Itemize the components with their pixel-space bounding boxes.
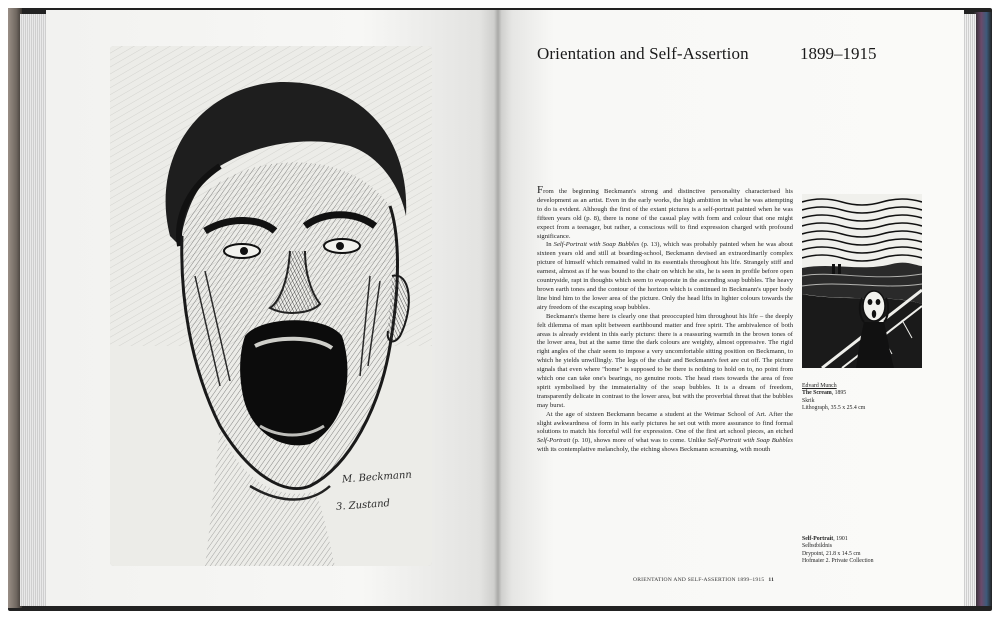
etching-state-inscription: 3. Zustand [335, 498, 391, 513]
caption-1-title: The Scream [802, 390, 832, 397]
caption-2-medium: Drypoint, 21.8 x 14.5 cm [802, 550, 861, 557]
paragraph-3-text: Beckmann's theme here is clearly one that preoccupied him throughout his life – the deeply felt dilemma of man split between earthbound matter and free spirit. The ambivalence of both areas is already evident in this early picture: there is a reassuring warmth in the brown tones of the lower area, but at the same time the dark colours are weighty, almost oppressive. The rigid right angles of the chair seem to impose a very uncomfortable sitting position on Beckmann, to which he yields unwillingly. The legs of the chair and Beckmann's feet are cut off. The picture signals that even where "home" is supposed to be there is nothing to hold on to, no point from which one can take one's bearings, no genuine roots. The head rises towards the area of free spirit symbolised by the immateriality of the soap bubbles. It is a dream of freedom, transparently delicate in contrast to the lower area, but with the proverbial threat that the bubbles may burst. [537, 312, 793, 409]
paragraph-1-text: rom the beginning Beckmann's strong and distinctive personality characterised his development as an artist. Even in the early works, the high ambition in what he was attempting to do is evident. Although the first of the extant pictures is a self-portrait painted when he was fifteen years old (p. 8), there is none of the casual play with form and colour that one might expect from a teenager, but rather, a conscious will to find expression charged with profound significance. [537, 188, 793, 240]
running-head: ORIENTATION AND SELF-ASSERTION 1899–1915 [633, 577, 765, 583]
caption-2-title-line [802, 536, 952, 543]
etching-artwork [110, 46, 432, 566]
book-gutter [494, 10, 502, 606]
caption-self-portrait [802, 536, 952, 566]
paragraph-4 [537, 411, 793, 456]
paragraph-2-text-cont: (p. 13), which was probably painted when he was about sixteen years old and still at boarding-school, Beckmann devised an extraordinarily complex picture of himself which remained valid in its essentials throughout his life. Strangely stiff and earnest, almost as if he was bound to the chair on which he sits, he is seen in profile before open countryside, rapt in thoughts which seem to evaporate in the ascending soap bubbles. The heavy brown earth tones and the contour of the horizon which is continued in Beckmann's upper body line bind him to the lower area of the picture. Only the head lifts in lighter colours towards the airy freedom of the escaping soap bubbles. [537, 241, 793, 311]
drop-cap: F [537, 184, 544, 196]
paragraph-4-text-mid: (p. 10), shows more of what was to come. Unlike [570, 437, 708, 445]
page-number: 11 [768, 577, 775, 583]
paragraph-2-title: Self-Portrait with Soap Bubbles [553, 241, 640, 249]
caption-2-subtitle: Selbstbildnis [802, 543, 832, 550]
caption-2-title: Self-Portrait [802, 536, 834, 542]
the-scream-image [802, 194, 922, 368]
caption-1-subtitle: Skrik [802, 397, 815, 404]
self-portrait-etching [110, 46, 432, 566]
body-text [537, 186, 793, 455]
paragraph-2-text: In [546, 241, 554, 249]
paragraph-4-text-end: with its contemplative melancholy, the etching shows Beckmann screaming, with mouth [537, 446, 771, 454]
page-stack-right [962, 14, 976, 606]
paragraph-1 [537, 186, 793, 241]
caption-1-medium: Lithograph, 35.5 x 25.4 cm [802, 405, 866, 412]
the-scream-artwork [802, 194, 922, 368]
caption-2-collection: Hofmaier 2. Private Collection [802, 558, 874, 565]
caption-1-year: , 1895 [831, 390, 847, 397]
paragraph-2 [537, 241, 793, 312]
caption-2-year: , 1901 [833, 536, 848, 542]
paragraph-4-title-1: Self-Portrait [537, 437, 571, 445]
caption-1-title-line [802, 390, 942, 397]
cover-edge-right [974, 12, 992, 606]
caption-1-artist: Edvard Munch [802, 383, 837, 389]
paragraph-4-title-2: Self-Portrait with Soap Bubbles [707, 437, 793, 445]
etching-signature: M. Beckmann [341, 469, 413, 486]
paragraph-3 [537, 313, 793, 411]
paragraph-4-text: At the age of sixteen Beckmann became a student at the Weimar School of Art. After the slight awkwardness of form in his early pictures he set out with more assurance to find formal solutions to match his forceful will for expression. One of the first art school pieces, an etched [537, 410, 793, 436]
chapter-title: Orientation and Self-Assertion [537, 44, 749, 63]
caption-the-scream [802, 383, 942, 413]
running-footer [633, 577, 774, 583]
chapter-years: 1899–1915 [800, 44, 877, 63]
